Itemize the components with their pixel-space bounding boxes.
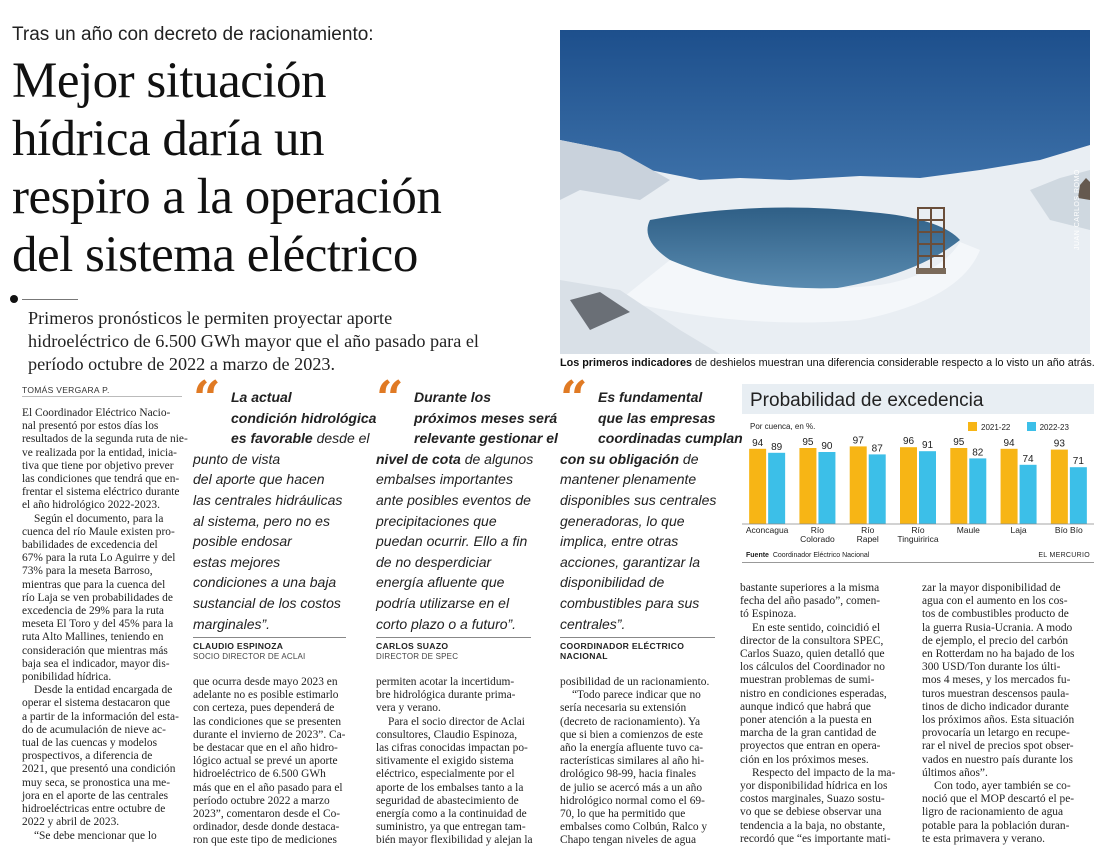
body-line: bre hidrológica durante prima-: [376, 689, 516, 702]
body-line: poner atención a la puesta en: [740, 714, 872, 727]
quote-line: [193, 552, 363, 573]
body-line: que ocurra desde mayo 2023 en: [193, 676, 338, 688]
quote-regular: desde el: [312, 430, 370, 447]
quote-regular: sustancial de los costos: [193, 594, 341, 611]
body-line: ligro de racionamiento de agua: [922, 806, 1064, 819]
quote-line: [560, 490, 732, 511]
body-line: nal presentó por estos días los: [22, 420, 159, 433]
headline-line: respiro a la operación: [12, 169, 442, 225]
quote-line: [560, 572, 732, 593]
pull-quote-espinoza: [193, 371, 377, 661]
quote-line: [376, 449, 548, 470]
quote-line: [193, 531, 363, 552]
body-line: hidrológico normal como el 69-: [560, 794, 705, 807]
body-line: la guerra Rusia-Ucrania. A modo: [922, 621, 1073, 634]
quote-regular: condiciones a una baja: [193, 574, 337, 591]
quote-line: [193, 614, 363, 635]
legend-swatch-2021-22: [968, 422, 977, 431]
quote-line: [376, 531, 548, 552]
deck-line: período octubre de 2022 a marzo de 2023.: [28, 354, 336, 374]
quote-line: [193, 511, 363, 532]
quote-regular: combustibles para sus: [560, 594, 700, 611]
headline-line: Mejor situación: [12, 53, 327, 109]
quote-line: [560, 469, 732, 490]
body-line: potable para la población duran-: [922, 819, 1070, 832]
body-line: vados en nuestro país durante los: [922, 753, 1073, 766]
reservoir-photo: [560, 30, 1090, 354]
quote-line: [376, 593, 548, 614]
bar-value-label: 82: [972, 447, 984, 459]
body-line: las condiciones que tendrá que en-: [22, 473, 180, 486]
body-line: de ejemplo, el precio del carbón: [922, 634, 1069, 647]
body-line: últimos años”.: [922, 766, 988, 779]
column-5: [740, 582, 910, 846]
quote-line: [193, 490, 363, 511]
body-line: yor disponibilidad hídrica en los: [740, 780, 888, 793]
quote-rule: [193, 637, 346, 638]
body-line: tinos de dicho indicador durante: [922, 700, 1069, 713]
body-line: seguridad de abastecimiento de: [376, 794, 519, 807]
body-line: tual de las cuencas y modelos: [22, 737, 158, 750]
body-line: “Se debe mencionar que lo: [34, 829, 157, 842]
chart-title: Probabilidad de excedencia: [750, 390, 984, 411]
quote-line: [560, 531, 732, 552]
body-line: 70, lo que ha permitido que: [560, 808, 686, 821]
quote-line: [193, 593, 363, 614]
body-line: ron que este tipo de mediciones: [193, 834, 337, 847]
quote-line: [376, 552, 548, 573]
quote-line: [376, 490, 548, 511]
body-line: zar la mayor disponibilidad de: [922, 582, 1061, 594]
headline: [12, 52, 552, 284]
quote-line: [376, 469, 548, 490]
body-line: Para el socio director de Aclai: [388, 715, 525, 728]
chart-source: [746, 552, 869, 559]
body-line: cuenca del río Maule existen pro-: [22, 525, 175, 538]
legend-label-2021-22: 2021-22: [981, 423, 1011, 432]
body-line: rar el nivel de precios spot obser-: [922, 740, 1074, 753]
body-line: posibilidad de un racionamiento.: [560, 676, 710, 688]
quote-mark-icon: “: [193, 371, 221, 427]
category-label: Río: [861, 525, 875, 535]
body-line: Respecto del impacto de la ma-: [752, 766, 896, 779]
category-label: Tinguiririca: [897, 534, 939, 544]
body-line: 2021, que presentó una condición: [22, 763, 176, 776]
body-line: aporte de los embalses tanto a la: [376, 781, 524, 794]
byline: TOMÁS VERGARA P.: [22, 385, 110, 395]
quote-regular: del aporte que hacen: [193, 471, 325, 488]
bar-value-label: 71: [1072, 456, 1084, 468]
body-line: do de acumulación de nieve ac-: [22, 723, 166, 736]
chart-subtitle: Por cuenca, en %.: [750, 422, 816, 431]
bar-value-label: 97: [852, 435, 864, 447]
body-line: hidroeléctricas entre octubre de: [22, 803, 166, 816]
chart-source-text: Coordinador Eléctrico Nacional: [772, 552, 870, 559]
quote-bold: Es fundamental: [598, 389, 703, 405]
body-line: baja sea el indicador, mayor dis-: [22, 657, 170, 670]
quote-regular: disponibles sus centrales: [560, 491, 717, 508]
bar-value-label: 87: [871, 443, 883, 455]
body-line: provocaría un letargo en recupe-: [922, 727, 1070, 740]
body-line: prospectivos, a diferencia de: [22, 750, 153, 763]
body-line: noció que el MOP descartó el pe-: [922, 793, 1075, 806]
quote-mark-icon: “: [376, 371, 404, 427]
body-line: 2022 y abril de 2023.: [22, 816, 120, 829]
body-line: durante el invierno de 2023”. Ca-: [193, 728, 346, 741]
body-line: drológico 98-99, hacia finales: [560, 768, 697, 781]
body-line: consideración que mientras más: [22, 644, 168, 657]
body-line: resultados de la segunda ruta de nie-: [22, 433, 188, 446]
quote-regular: de: [679, 450, 699, 467]
quote-line: [193, 572, 363, 593]
body-line: bién mayor flexibilidad y alejan la: [376, 834, 533, 847]
body-line: nistro en condiciones esperadas,: [740, 687, 887, 700]
category-label: Aconcagua: [745, 525, 789, 535]
body-line: muestran problemas de sumi-: [740, 674, 875, 687]
body-line: tendencia a la baja, no obstante,: [740, 819, 886, 832]
bar-value-label: 90: [821, 441, 833, 452]
quote-line: [560, 593, 732, 614]
column-6: [922, 582, 1092, 846]
bar-value-label: 94: [752, 437, 764, 449]
category-label: Rapel: [856, 534, 879, 544]
category-label: Río: [810, 525, 825, 535]
pull-quote-suazo: [376, 371, 558, 661]
quote-regular: implica, entre otras: [560, 533, 679, 550]
kicker: Tras un año con decreto de racionamiento:: [12, 24, 374, 45]
body-line: consultores, Claudio Espinoza,: [376, 728, 518, 741]
body-line: el año hidrológico 2022-2023.: [22, 499, 160, 512]
quote-line: [376, 572, 548, 593]
caption-text: de deshielos muestran una diferencia considerable respecto a lo visto un año atrás.: [692, 357, 1095, 369]
body-line: a partir de la información del esta-: [22, 710, 179, 723]
body-line: suministro, ya que entregan tam-: [376, 821, 526, 834]
quote-regular: punto de vista: [193, 450, 281, 467]
quote-bold: condición hidrológica: [231, 409, 377, 426]
body-line: río Laja se ven probabilidades de: [22, 591, 173, 604]
quote-line: [560, 428, 743, 449]
body-line: en Rotterdam no ha bajado de los: [922, 648, 1075, 661]
body-line: excedencia de 29% para la ruta: [22, 605, 164, 618]
quote-attribution-name: CLAUDIO ESPINOZA: [193, 641, 284, 651]
body-line: embalses como Colbún, Ralco y: [560, 821, 708, 834]
body-line: 67% para la ruta Lo Aguirre y del: [22, 552, 176, 565]
bar-value-label: 95: [953, 437, 965, 448]
body-line: Desde la entidad encargada de: [34, 684, 173, 697]
body-line: tos de combustibles producto de: [922, 608, 1069, 621]
body-line: período octubre 2022 a marzo: [193, 794, 330, 807]
quote-line: [560, 449, 732, 470]
deck-rule: [22, 299, 78, 300]
quote-bold: La actual: [231, 389, 292, 405]
category-label: Bío Bío: [1054, 525, 1083, 535]
chart-source-label: Fuente: [746, 552, 769, 559]
quote-regular: centrales”.: [560, 615, 626, 632]
quote-attribution-name: CARLOS SUAZO: [376, 641, 449, 651]
body-line: ordinador, desde donde destaca-: [193, 821, 340, 834]
body-line: los cálculos del Coordinador no: [740, 661, 885, 674]
quote-bold: es favorable: [231, 430, 313, 447]
quote-bold: nivel de cota: [376, 450, 461, 467]
body-line: fecha del año pasado”, comen-: [740, 595, 881, 608]
quote-regular: estas mejores: [193, 553, 281, 570]
body-line: eléctrico, especialmente por el: [376, 768, 515, 781]
body-line: lógico actual se prevé un aporte: [193, 755, 338, 768]
column-1: [22, 407, 188, 843]
quote-regular: ante posibles eventos de: [376, 491, 531, 508]
body-line: El Coordinador Eléctrico Nacio-: [22, 407, 171, 419]
quote-line: [376, 428, 558, 449]
quote-regular: al sistema, pero no es: [193, 512, 330, 529]
column-4: [560, 676, 732, 848]
quote-regular: de algunos: [460, 450, 534, 467]
category-label: Río: [911, 525, 925, 535]
body-line: más que en el año pasado para el: [193, 781, 343, 794]
body-line: racterísticas similares al año hi-: [560, 755, 705, 768]
chart-legend: [968, 422, 1069, 432]
category-label: Maule: [956, 525, 980, 535]
body-line: proyectos que entran en opera-: [740, 740, 881, 753]
body-line: 73% para la meseta Barroso,: [22, 565, 153, 578]
bar-2022-23-6: [1070, 467, 1087, 524]
quote-line: [193, 469, 363, 490]
quote-regular: disponibilidad de: [560, 574, 665, 591]
column-2: [193, 676, 363, 848]
bar-value-label: 93: [1053, 438, 1065, 450]
bar-2022-23-1: [818, 452, 835, 524]
body-line: costos marginales, Suazo sostu-: [740, 793, 885, 806]
quote-regular: podría utilizarse en el: [376, 594, 510, 611]
body-line: turos muestran descensos paula-: [922, 687, 1070, 700]
body-line: permiten acotar la incertidum-: [376, 676, 515, 688]
body-line: ruta Alto Mallines, teniendo en: [22, 631, 164, 644]
body-line: te esta primavera y verano.: [922, 832, 1046, 845]
body-line: sería necesaria su extensión: [560, 702, 687, 715]
category-label: Laja: [1010, 525, 1027, 535]
body-line: “Todo parece indicar que no: [572, 689, 701, 702]
body-line: los próximos años. Esta situación: [922, 714, 1075, 727]
body-line: mos 4 meses, y los mercados fu-: [922, 674, 1071, 687]
body-line: jora en el aporte de las centrales: [22, 789, 169, 802]
photo-caption: [560, 357, 1095, 369]
body-line: energía como a la continuidad de: [376, 808, 527, 821]
bar-2022-23-3: [919, 451, 936, 524]
body-line: ponibilidad hídrica.: [22, 671, 112, 684]
category-label: Colorado: [800, 534, 835, 544]
bar-2021-22-6: [1051, 450, 1068, 524]
quote-line: [560, 614, 732, 635]
quote-attribution-name: COORDINADOR ELÉCTRICO NACIONAL: [560, 641, 685, 661]
headline-line: del sistema eléctrico: [12, 227, 418, 283]
body-line: recordó que “es importante mati-: [740, 832, 891, 845]
headline-line: hídrica daría un: [12, 111, 325, 167]
body-line: las condiciones que se presenten: [193, 715, 342, 728]
legend-swatch-2022-23: [1027, 422, 1036, 431]
quote-line: [560, 511, 732, 532]
body-line: mientras que para la cuenca del: [22, 578, 166, 591]
quote-regular: generadoras, lo que: [560, 512, 685, 529]
body-line: bastante superiores a la misma: [740, 582, 880, 594]
body-line: hidroeléctrico de 6.500 GWh: [193, 768, 326, 781]
quote-rule: [560, 637, 715, 638]
body-line: agua con el aumento en los cos-: [922, 595, 1068, 608]
bar-2021-22-3: [900, 447, 917, 524]
bar-value-label: 94: [1003, 437, 1015, 449]
body-line: aunque indicó que habrá que: [740, 700, 871, 713]
body-line: de julio se acercó más a un año: [560, 781, 703, 794]
quote-regular: posible endosar: [193, 533, 292, 550]
legend-label-2022-23: 2022-23: [1039, 423, 1069, 432]
body-line: adelante no es posible estimarlo: [193, 689, 339, 702]
body-line: tiva que tiene por objetivo prever: [22, 459, 174, 472]
quote-regular: puedan ocurrir. Ello a fin: [376, 533, 528, 550]
quote-bold: coordinadas cumplan: [598, 430, 743, 447]
bar-2021-22-2: [850, 446, 867, 524]
bar-value-label: 89: [771, 441, 783, 453]
body-line: Según el documento, para la: [34, 512, 164, 525]
body-line: las cifras conocidas impactan po-: [376, 742, 528, 755]
quote-regular: acciones, garantizar la: [560, 553, 701, 570]
body-line: tó Espinoza.: [740, 608, 797, 621]
bar-value-label: 91: [921, 440, 934, 452]
photo-credit: JUAN CARLOS ROMO: [1074, 169, 1081, 250]
body-line: Chapo tengan niveles de agua: [560, 834, 697, 847]
quote-line: [193, 428, 370, 449]
quote-regular: embalses importantes: [376, 471, 513, 488]
bar-2021-22-1: [799, 448, 816, 524]
quote-bold: próximos meses será: [414, 409, 558, 426]
exceedance-chart: [742, 384, 1094, 564]
quote-line: [193, 449, 363, 470]
body-line: marcha de la gran cantidad de: [740, 727, 877, 740]
byline-rule: [22, 396, 182, 397]
body-line: que si bien a comienzos de este: [560, 728, 703, 741]
body-line: be destacar que en el año hidro-: [193, 742, 338, 755]
quote-bold: relevante gestionar el: [414, 430, 558, 447]
bar-2022-23-0: [768, 453, 785, 524]
bar-2021-22-5: [1001, 449, 1018, 524]
body-line: vera y verano.: [376, 702, 441, 715]
chart-brand: EL MERCURIO: [1038, 552, 1090, 559]
bar-2021-22-4: [950, 448, 967, 524]
bar-2022-23-5: [1020, 465, 1037, 524]
chart-plot: [742, 434, 1094, 552]
body-line: vo que se debiese observar una: [740, 806, 882, 819]
body-line: 300 USD/Ton durante los últi-: [922, 661, 1061, 674]
body-line: (decreto de racionamiento). Ya: [560, 715, 701, 728]
body-line: 2023”, comentaron desde el Co-: [193, 808, 341, 821]
body-line: meseta El Toro y del 45% para la: [22, 618, 174, 631]
bar-value-label: 95: [802, 437, 814, 448]
bar-value-label: 74: [1022, 453, 1034, 465]
body-line: En este sentido, coincidió el: [752, 621, 881, 634]
quote-bold: con su obligación: [560, 450, 680, 467]
quote-regular: mantener plenamente: [560, 471, 697, 488]
deck-line: Primeros pronósticos le permiten proyectar aporte: [28, 308, 393, 328]
deck-line: hidroeléctrico de 6.500 GWh mayor que el año pasado para el: [28, 331, 479, 351]
bar-2022-23-2: [869, 454, 886, 524]
body-line: muy seca, se pronostica una me-: [22, 776, 171, 789]
quote-line: [376, 511, 548, 532]
body-line: ve realizada por la entidad, inicia-: [22, 446, 177, 459]
chart-bottom-rule: [742, 562, 1094, 563]
pull-quote-coordinador: [560, 371, 743, 661]
body-line: con certeza, pues dependerá de: [193, 702, 335, 715]
quote-bold: que las empresas: [598, 409, 716, 426]
column-3: [376, 676, 548, 848]
quote-mark-icon: “: [560, 371, 588, 427]
quote-regular: las centrales hidráulicas: [193, 491, 343, 508]
body-line: frentar el sistema eléctrico durante: [22, 486, 180, 499]
quote-regular: marginales”.: [193, 615, 271, 632]
body-line: año la energía afluente tuvo ca-: [560, 742, 704, 755]
body-line: operar el sistema destacaron que: [22, 697, 171, 710]
deck-bullet: [10, 295, 18, 303]
quote-regular: corto plazo o a futuro”.: [376, 615, 517, 632]
body-line: babilidades de excedencia del: [22, 539, 158, 552]
quote-bold: Durante los: [414, 389, 492, 405]
quote-regular: precipitaciones que: [376, 512, 497, 529]
body-line: ción en los próximos meses.: [740, 753, 869, 766]
bar-2022-23-4: [969, 458, 986, 524]
body-line: Con todo, ayer también se co-: [934, 780, 1071, 793]
caption-lead: Los primeros indicadores: [560, 357, 692, 369]
body-line: Carlos Suazo, quien detalló que: [740, 648, 885, 661]
body-line: sitivamente el exigido sistema: [376, 755, 514, 768]
quote-regular: energía afluente que: [376, 574, 505, 591]
quote-rule: [376, 637, 531, 638]
quote-attribution-role: SOCIO DIRECTOR DE ACLAI: [193, 652, 306, 661]
body-line: director de la consultora SPEC,: [740, 634, 884, 647]
quote-line: [376, 614, 548, 635]
quote-line: [560, 552, 732, 573]
quote-regular: de no desperdiciar: [376, 553, 492, 570]
bar-2021-22-0: [749, 449, 766, 524]
bar-value-label: 96: [902, 436, 915, 448]
quote-attribution-role: DIRECTOR DE SPEC: [376, 652, 459, 661]
deck: [28, 307, 548, 376]
